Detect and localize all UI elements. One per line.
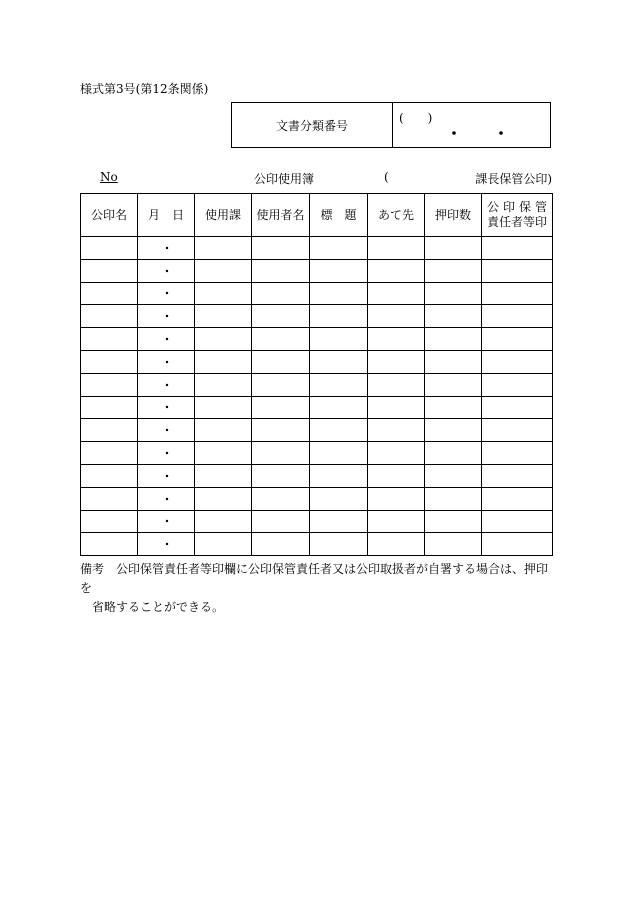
cell-user-name[interactable]: [252, 533, 310, 556]
remarks: [80, 560, 560, 617]
cell-custodian-seal[interactable]: [482, 464, 553, 487]
cell-addressee[interactable]: [368, 305, 425, 328]
cell-addressee[interactable]: [368, 328, 425, 351]
cell-addressee[interactable]: [368, 464, 425, 487]
cell-using-section[interactable]: [195, 396, 252, 419]
cell-date[interactable]: [138, 419, 195, 442]
table-row: [81, 373, 553, 396]
table-row: [81, 350, 553, 373]
cell-custodian-seal[interactable]: [482, 510, 553, 533]
cell-using-section[interactable]: [195, 305, 252, 328]
cell-seal-name[interactable]: [81, 350, 138, 373]
remarks-lead: 備考: [80, 562, 105, 576]
form-number: 様式第3号(第12条関係): [80, 82, 209, 96]
date-separator: ・: [161, 264, 173, 278]
cell-custodian-seal[interactable]: [482, 396, 553, 419]
cell-addressee[interactable]: [368, 419, 425, 442]
cell-subject[interactable]: [310, 396, 368, 419]
cell-stamp-count[interactable]: [425, 464, 482, 487]
cell-subject[interactable]: [310, 328, 368, 351]
header-using-section: 使用課: [195, 194, 252, 237]
cell-addressee[interactable]: [368, 373, 425, 396]
cell-custodian-seal[interactable]: [482, 328, 553, 351]
cell-stamp-count[interactable]: [425, 282, 482, 305]
cell-seal-name[interactable]: [81, 464, 138, 487]
cell-seal-name[interactable]: [81, 510, 138, 533]
table-row: [81, 282, 553, 305]
cell-using-section[interactable]: [195, 464, 252, 487]
cell-custodian-seal[interactable]: [482, 533, 553, 556]
date-separator: ・: [161, 515, 173, 529]
cell-user-name[interactable]: [252, 464, 310, 487]
cell-subject[interactable]: [310, 237, 368, 260]
cell-custodian-seal[interactable]: [482, 487, 553, 510]
cell-using-section[interactable]: [195, 487, 252, 510]
cell-using-section[interactable]: [195, 350, 252, 373]
cell-addressee[interactable]: [368, 533, 425, 556]
cell-seal-name[interactable]: [81, 237, 138, 260]
cell-subject[interactable]: [310, 419, 368, 442]
header-addressee: あて先: [368, 194, 425, 237]
header-custodian-seal: 公印保管 責任者等印: [482, 194, 553, 237]
date-separator: ・: [161, 469, 173, 483]
table-row: [81, 487, 553, 510]
cell-seal-name[interactable]: [81, 282, 138, 305]
cell-addressee[interactable]: [368, 350, 425, 373]
cell-addressee[interactable]: [368, 487, 425, 510]
header-user-name: 使用者名: [252, 194, 310, 237]
date-separator: ・: [161, 378, 173, 392]
cell-custodian-seal[interactable]: [482, 282, 553, 305]
cell-subject[interactable]: [310, 282, 368, 305]
table-row: [81, 237, 553, 260]
classification-dot: ・: [493, 124, 510, 143]
seal-usage-table: [80, 193, 553, 556]
cell-custodian-seal[interactable]: [482, 259, 553, 282]
cell-custodian-seal[interactable]: [482, 373, 553, 396]
header-date: 月 日: [138, 194, 195, 237]
section-open-paren: (: [384, 170, 389, 184]
date-separator: ・: [161, 401, 173, 415]
cell-custodian-seal[interactable]: [482, 350, 553, 373]
cell-user-name[interactable]: [252, 510, 310, 533]
cell-addressee[interactable]: [368, 510, 425, 533]
cell-custodian-seal[interactable]: [482, 305, 553, 328]
cell-seal-name[interactable]: [81, 259, 138, 282]
cell-stamp-count[interactable]: [425, 259, 482, 282]
date-separator: ・: [161, 424, 173, 438]
classification-value-field[interactable]: [393, 103, 550, 147]
cell-using-section[interactable]: [195, 259, 252, 282]
cell-subject[interactable]: [310, 487, 368, 510]
cell-user-name[interactable]: [252, 282, 310, 305]
cell-stamp-count[interactable]: [425, 373, 482, 396]
cell-date[interactable]: [138, 259, 195, 282]
cell-addressee[interactable]: [368, 442, 425, 465]
cell-date[interactable]: [138, 282, 195, 305]
register-number-label: No: [100, 170, 118, 184]
classification-dot: ・: [446, 124, 463, 143]
cell-seal-name[interactable]: [81, 533, 138, 556]
cell-subject[interactable]: [310, 510, 368, 533]
cell-date[interactable]: [138, 350, 195, 373]
cell-user-name[interactable]: [252, 237, 310, 260]
cell-date[interactable]: [138, 464, 195, 487]
cell-subject[interactable]: [310, 442, 368, 465]
cell-date[interactable]: [138, 373, 195, 396]
cell-seal-name[interactable]: [81, 419, 138, 442]
cell-date[interactable]: [138, 328, 195, 351]
cell-seal-name[interactable]: [81, 305, 138, 328]
cell-using-section[interactable]: [195, 328, 252, 351]
cell-custodian-seal[interactable]: [482, 442, 553, 465]
cell-subject[interactable]: [310, 350, 368, 373]
register-title: 公印使用簿: [254, 172, 315, 186]
cell-user-name[interactable]: [252, 419, 310, 442]
cell-user-name[interactable]: [252, 487, 310, 510]
cell-using-section[interactable]: [195, 282, 252, 305]
cell-user-name[interactable]: [252, 396, 310, 419]
table-row: [81, 533, 553, 556]
table-header-row: [81, 194, 553, 237]
cell-user-name[interactable]: [252, 305, 310, 328]
date-separator: ・: [161, 355, 173, 369]
cell-user-name[interactable]: [252, 373, 310, 396]
cell-stamp-count[interactable]: [425, 305, 482, 328]
table-row: [81, 510, 553, 533]
cell-stamp-count[interactable]: [425, 328, 482, 351]
cell-addressee[interactable]: [368, 396, 425, 419]
cell-subject[interactable]: [310, 373, 368, 396]
date-separator: ・: [161, 492, 173, 506]
cell-stamp-count[interactable]: [425, 419, 482, 442]
cell-user-name[interactable]: [252, 442, 310, 465]
classification-paren: ( ): [399, 111, 433, 125]
cell-seal-name[interactable]: [81, 373, 138, 396]
date-separator: ・: [161, 241, 173, 255]
cell-seal-name[interactable]: [81, 328, 138, 351]
header-stamp-count: 押印数: [425, 194, 482, 237]
date-separator: ・: [161, 310, 173, 324]
cell-using-section[interactable]: [195, 419, 252, 442]
remarks-line2: 省略することができる。: [92, 600, 225, 614]
date-separator: ・: [161, 333, 173, 347]
cell-stamp-count[interactable]: [425, 350, 482, 373]
date-separator: ・: [161, 538, 173, 552]
cell-seal-name[interactable]: [81, 396, 138, 419]
table-row: [81, 259, 553, 282]
cell-stamp-count[interactable]: [425, 442, 482, 465]
cell-seal-name[interactable]: [81, 442, 138, 465]
cell-stamp-count[interactable]: [425, 510, 482, 533]
cell-subject[interactable]: [310, 259, 368, 282]
date-separator: ・: [161, 447, 173, 461]
cell-user-name[interactable]: [252, 350, 310, 373]
cell-stamp-count[interactable]: [425, 237, 482, 260]
cell-custodian-seal[interactable]: [482, 237, 553, 260]
manager-seal-label: 課長保管公印): [475, 172, 552, 186]
remarks-line1: 公印保管責任者等印欄に公印保管責任者又は公印取扱者が自署する場合は、押印を: [80, 562, 549, 595]
cell-addressee[interactable]: [368, 282, 425, 305]
cell-user-name[interactable]: [252, 328, 310, 351]
header-seal-name: 公印名: [81, 194, 138, 237]
cell-date[interactable]: [138, 442, 195, 465]
cell-user-name[interactable]: [252, 259, 310, 282]
cell-stamp-count[interactable]: [425, 533, 482, 556]
classification-label: 文書分類番号: [232, 103, 393, 147]
cell-using-section[interactable]: [195, 442, 252, 465]
table-row: [81, 419, 553, 442]
table-row: [81, 328, 553, 351]
register-heading: [80, 170, 552, 186]
cell-subject[interactable]: [310, 533, 368, 556]
table-row: [81, 305, 553, 328]
cell-date[interactable]: [138, 305, 195, 328]
table-row: [81, 442, 553, 465]
cell-date[interactable]: [138, 487, 195, 510]
cell-date[interactable]: [138, 237, 195, 260]
cell-using-section[interactable]: [195, 533, 252, 556]
header-subject: 標 題: [310, 194, 368, 237]
table-row: [81, 396, 553, 419]
classification-box: [231, 102, 551, 148]
date-separator: ・: [161, 287, 173, 301]
cell-addressee[interactable]: [368, 237, 425, 260]
cell-date[interactable]: [138, 533, 195, 556]
cell-subject[interactable]: [310, 305, 368, 328]
cell-date[interactable]: [138, 510, 195, 533]
cell-date[interactable]: [138, 396, 195, 419]
cell-stamp-count[interactable]: [425, 396, 482, 419]
cell-custodian-seal[interactable]: [482, 419, 553, 442]
table-row: [81, 464, 553, 487]
cell-using-section[interactable]: [195, 510, 252, 533]
cell-using-section[interactable]: [195, 373, 252, 396]
cell-subject[interactable]: [310, 464, 368, 487]
cell-using-section[interactable]: [195, 237, 252, 260]
cell-stamp-count[interactable]: [425, 487, 482, 510]
cell-addressee[interactable]: [368, 259, 425, 282]
cell-seal-name[interactable]: [81, 487, 138, 510]
